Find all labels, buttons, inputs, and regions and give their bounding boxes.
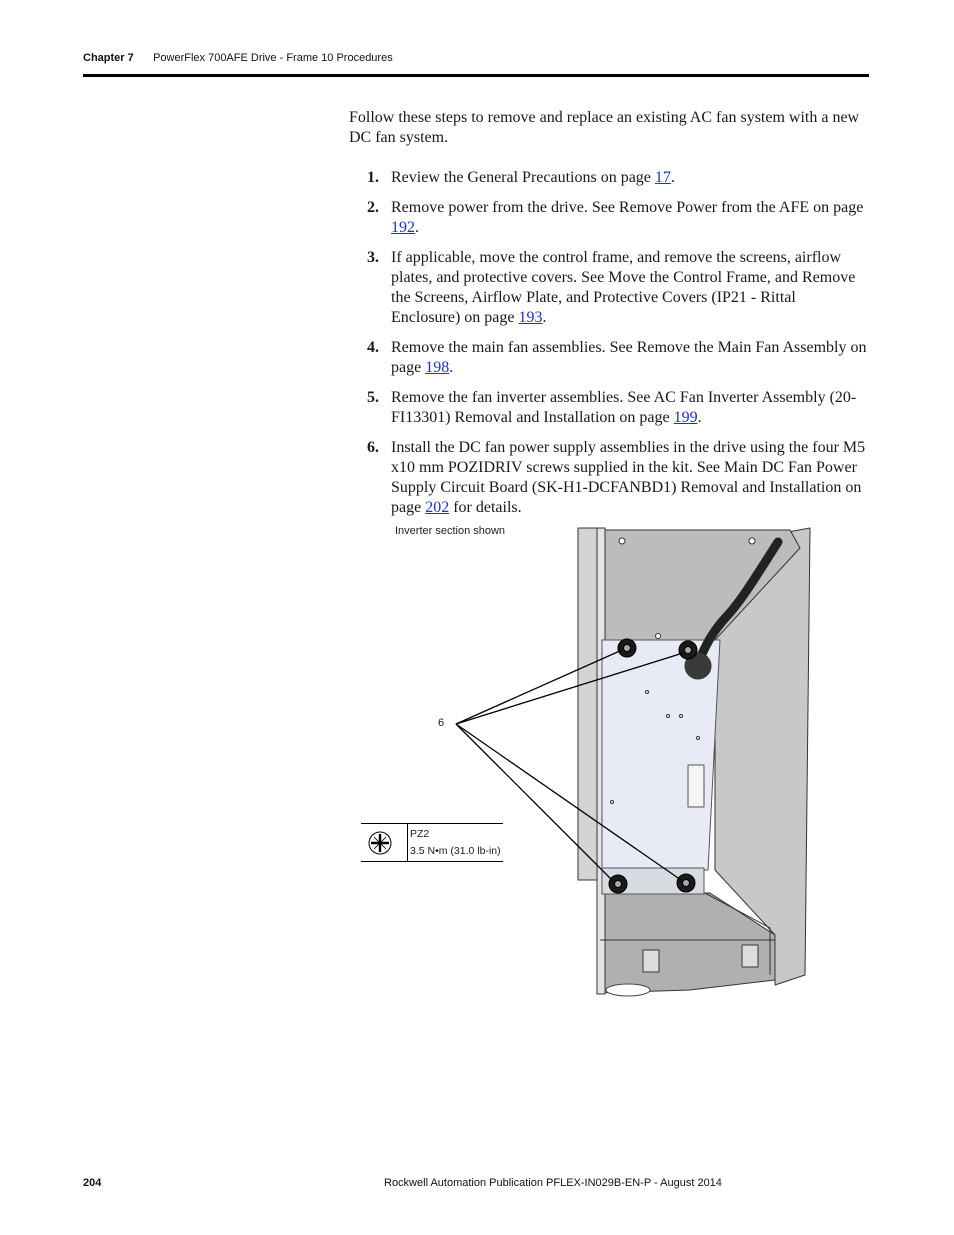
page-link[interactable]: 198 [425, 359, 450, 376]
enclosure-left-rail [578, 528, 598, 880]
tool-size: PZ2 [410, 828, 430, 840]
chapter-title: PowerFlex 700AFE Drive - Frame 10 Procedures [153, 52, 393, 64]
board-connector [688, 765, 704, 807]
step-text: Review the General Precautions on page [391, 169, 655, 186]
page-link[interactable]: 199 [673, 409, 698, 426]
step-text: Remove the fan inverter assemblies. See AC Fan Inverter Assembly (20-FI13301) Removal and Installation on page [391, 389, 857, 426]
step-number: 5. [367, 389, 379, 406]
page-link[interactable]: 17 [654, 169, 671, 186]
screw-icon [609, 875, 627, 893]
torque-spec-table [361, 823, 503, 862]
page-link[interactable]: 193 [518, 309, 543, 326]
step-item [349, 248, 869, 328]
step-text-end: for details. [449, 499, 522, 516]
torque-value: 3.5 N•m (31.0 lb-in) [410, 845, 501, 857]
step-text-end: . [542, 309, 547, 326]
step-text: Remove power from the drive. See Remove Power from the AFE on page [391, 199, 864, 216]
step-number: 3. [367, 249, 379, 266]
pozidriv-icon [361, 824, 408, 861]
step-item [349, 388, 869, 428]
screw-icon [677, 874, 695, 892]
page-header [83, 52, 393, 64]
step-text: If applicable, move the control frame, and remove the screens, airflow plates, and protective covers. See Move the Control Frame, and Remove the Screens, Airflow Plate, and Protective Covers (IP21 - Rittal Enclosure) on page [391, 249, 856, 326]
page-link[interactable]: 202 [425, 499, 450, 516]
step-item [349, 338, 869, 378]
step-number: 6. [367, 439, 379, 456]
enclosure-floor [597, 893, 775, 993]
callout-number: 6 [438, 717, 445, 729]
step-text-end: . [415, 219, 419, 236]
inverter-section-illustration [430, 526, 820, 998]
figure-caption: Inverter section shown [395, 525, 506, 537]
step-item [349, 198, 869, 238]
step-number: 4. [367, 339, 379, 356]
screw-icon [618, 639, 636, 657]
procedure-steps [349, 168, 869, 528]
intro-paragraph: Follow these steps to remove and replace an existing AC fan system with a new DC fan system. [349, 109, 860, 146]
step-item [349, 438, 869, 518]
page-link[interactable]: 192 [391, 219, 415, 236]
floor-cutout [606, 984, 650, 996]
step-number: 1. [367, 169, 379, 186]
step-text-end: . [697, 409, 702, 426]
step-number: 2. [367, 199, 379, 216]
floor-clip-left [643, 950, 659, 972]
step-text-end: . [670, 169, 675, 186]
step-text: Remove the main fan assemblies. See Remove the Main Fan Assembly on page [391, 339, 867, 376]
page-number: 204 [83, 1177, 102, 1189]
step-item [349, 168, 869, 188]
step-text: Install the DC fan power supply assemblies in the drive using the four M5 x10 mm POZIDRIV screws supplied in the kit. See Main DC Fan Power Supply Circuit Board (SK-H1-DCFANBD1) Removal and Installation on page [391, 439, 866, 516]
publication-info: Rockwell Automation Publication PFLEX-IN029B-EN-P - August 2014 [384, 1177, 722, 1189]
floor-clip-right [742, 945, 758, 967]
step-text-end: . [449, 359, 454, 376]
screw-icon [679, 641, 697, 659]
enclosure-drawing [578, 528, 810, 996]
header-rule [83, 74, 869, 77]
chapter-label: Chapter 7 [83, 52, 134, 64]
